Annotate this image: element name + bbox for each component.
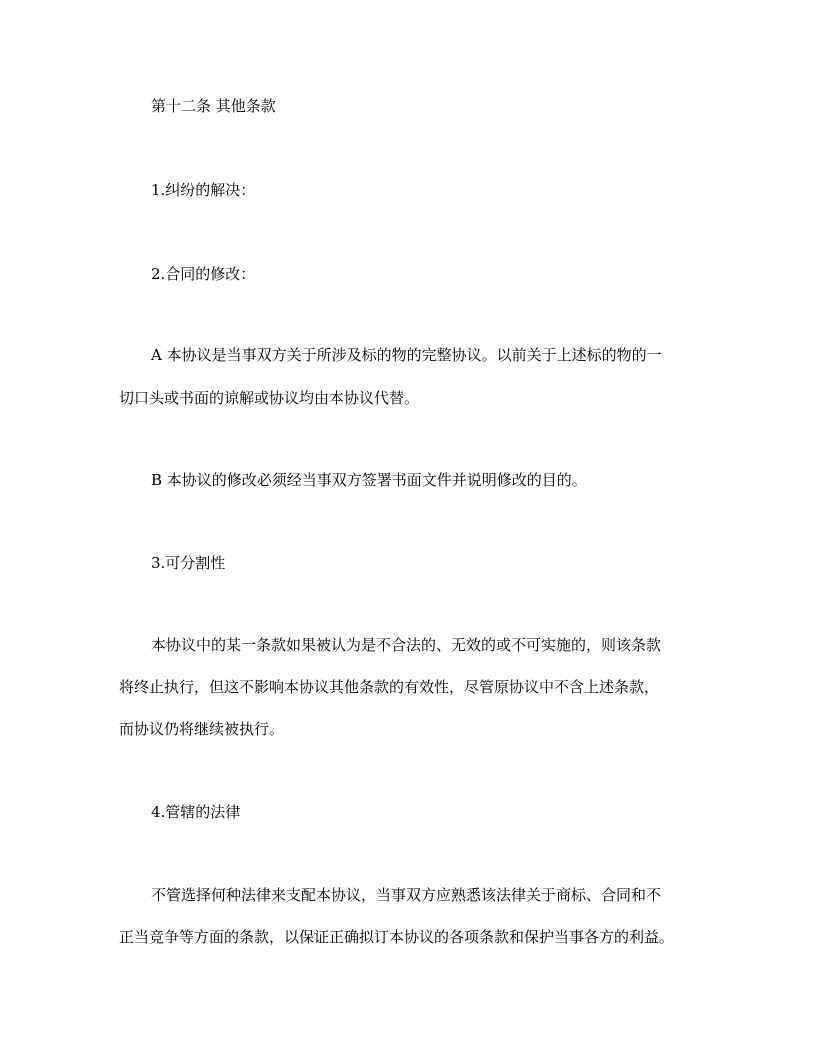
severability-line-1: 本协议中的某一条款如果被认为是不合法的、无效的或不可实施的，则该条款 [151,636,662,654]
item-governing-law: 4.管辖的法律 [151,803,241,821]
clause-a-line-2: 切口头或书面的谅解或协议均由本协议代替。 [119,389,420,407]
clause-b: B 本协议的修改必须经当事双方签署书面文件并说明修改的目的。 [151,471,587,489]
governing-line-2: 正当竞争等方面的条款，以保证正确拟订本协议的各项条款和保护当事各方的利益。 [119,928,675,946]
severability-line-2: 将终止执行，但这不影响本协议其他条款的有效性，尽管原协议中不含上述条款， [119,678,660,696]
item-severability: 3.可分割性 [151,554,226,572]
item-dispute-resolution: 1.纠纷的解决： [151,181,256,199]
article-heading: 第十二条 其他条款 [151,97,276,115]
severability-line-3: 而协议仍将继续被执行。 [119,720,285,738]
governing-line-1: 不管选择何种法律来支配本协议，当事双方应熟悉该法律关于商标、合同和不 [151,886,662,904]
item-contract-modification: 2.合同的修改： [151,265,256,283]
clause-a-line-1: A 本协议是当事双方关于所涉及标的物的完整协议。以前关于上述标的物的一 [151,346,662,364]
